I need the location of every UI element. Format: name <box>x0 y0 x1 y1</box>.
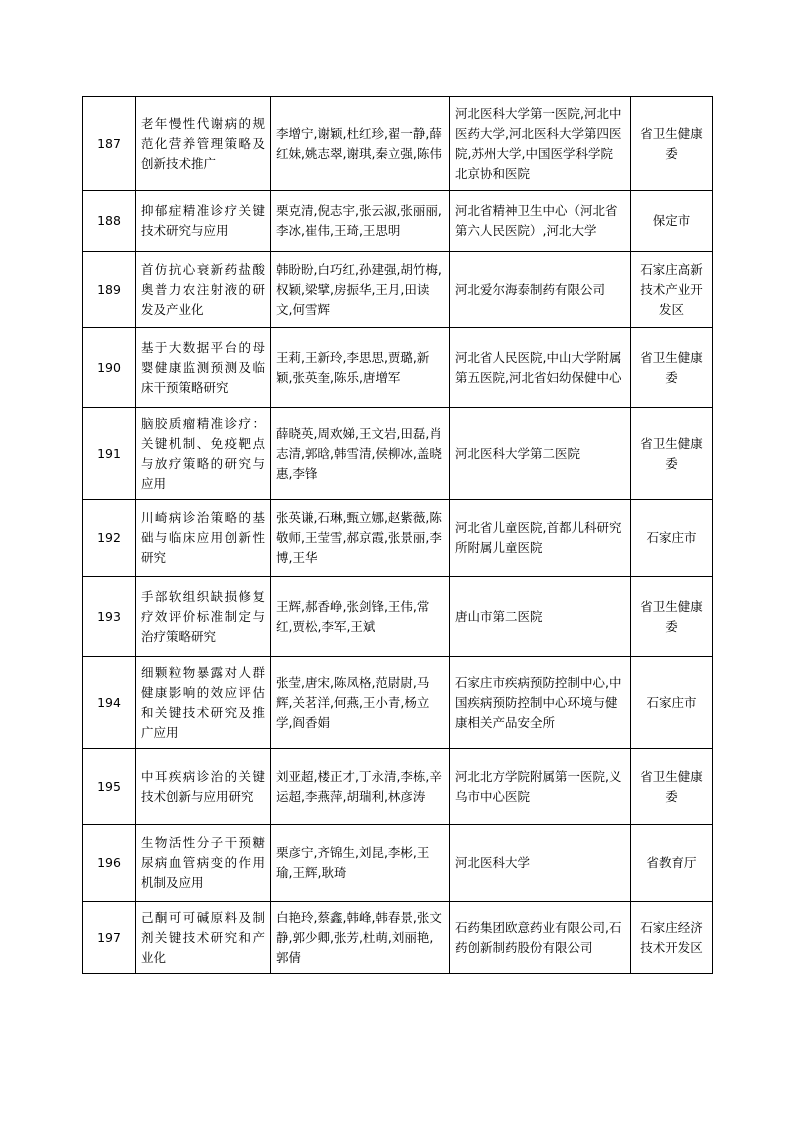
project-number: 194 <box>83 657 136 749</box>
award-table <box>82 96 713 974</box>
project-title: 川崎病诊治策略的基础与临床应用创新性研究 <box>136 500 271 577</box>
project-members: 王辉,郝香峥,张剑锋,王伟,常红,贾松,李军,王斌 <box>271 577 450 657</box>
recommending-unit: 省卫生健康委 <box>631 577 713 657</box>
project-number: 195 <box>83 749 136 825</box>
project-title: 细颗粒物暴露对人群健康影响的效应评估和关键技术研究及推广应用 <box>136 657 271 749</box>
table-row <box>83 408 713 500</box>
project-units: 河北医科大学 <box>450 825 631 902</box>
table-row <box>83 328 713 408</box>
recommending-unit: 省卫生健康委 <box>631 408 713 500</box>
project-units: 河北北方学院附属第一医院,义乌市中心医院 <box>450 749 631 825</box>
project-number: 193 <box>83 577 136 657</box>
table-row <box>83 749 713 825</box>
project-units: 河北省精神卫生中心（河北省第六人民医院）,河北大学 <box>450 191 631 252</box>
project-units: 河北省人民医院,中山大学附属第五医院,河北省妇幼保健中心 <box>450 328 631 408</box>
project-members: 李增宁,谢颖,杜红珍,翟一静,薛红妹,姚志翠,谢琪,秦立强,陈伟 <box>271 97 450 191</box>
project-title: 生物活性分子干预糖尿病血管病变的作用机制及应用 <box>136 825 271 902</box>
project-title: 中耳疾病诊治的关键技术创新与应用研究 <box>136 749 271 825</box>
table-row <box>83 902 713 974</box>
recommending-unit: 省卫生健康委 <box>631 328 713 408</box>
recommending-unit: 石家庄经济技术开发区 <box>631 902 713 974</box>
project-members: 韩盼盼,白巧红,孙建强,胡竹梅,权颖,梁擘,房振华,王月,田读文,何雪辉 <box>271 252 450 328</box>
table-row <box>83 500 713 577</box>
recommending-unit: 石家庄市 <box>631 500 713 577</box>
project-number: 196 <box>83 825 136 902</box>
recommending-unit: 保定市 <box>631 191 713 252</box>
project-members: 薛晓英,周欢娣,王文岩,田磊,肖志清,郭晗,韩雪清,侯柳冰,盖晓惠,李锋 <box>271 408 450 500</box>
table-row <box>83 252 713 328</box>
project-units: 石药集团欧意药业有限公司,石药创新制药股份有限公司 <box>450 902 631 974</box>
recommending-unit: 石家庄高新技术产业开发区 <box>631 252 713 328</box>
project-title: 首仿抗心衰新药盐酸奥普力农注射液的研发及产业化 <box>136 252 271 328</box>
project-members: 白艳玲,蔡鑫,韩峰,韩春景,张文静,郭少卿,张芳,杜萌,刘丽艳,郭倩 <box>271 902 450 974</box>
project-members: 张英谦,石琳,甄立娜,赵紫薇,陈敬师,王莹雪,郝京霞,张景丽,李博,王华 <box>271 500 450 577</box>
project-title: 己酮可可碱原料及制剂关键技术研究和产业化 <box>136 902 271 974</box>
project-number: 192 <box>83 500 136 577</box>
table-row <box>83 577 713 657</box>
table-row <box>83 825 713 902</box>
project-members: 栗彦宁,齐锦生,刘昆,李彬,王瑜,王辉,耿琦 <box>271 825 450 902</box>
award-table-body <box>83 97 713 974</box>
project-number: 197 <box>83 902 136 974</box>
project-number: 190 <box>83 328 136 408</box>
table-row <box>83 191 713 252</box>
project-units: 河北爱尔海泰制药有限公司 <box>450 252 631 328</box>
table-row <box>83 97 713 191</box>
project-units: 唐山市第二医院 <box>450 577 631 657</box>
project-units: 河北医科大学第一医院,河北中医药大学,河北医科大学第四医院,苏州大学,中国医学科学院北京协和医院 <box>450 97 631 191</box>
recommending-unit: 省卫生健康委 <box>631 749 713 825</box>
project-number: 191 <box>83 408 136 500</box>
project-members: 张莹,唐宋,陈凤格,范尉尉,马辉,关茗洋,何燕,王小青,杨立学,阎香娟 <box>271 657 450 749</box>
recommending-unit: 石家庄市 <box>631 657 713 749</box>
project-units: 河北省儿童医院,首都儿科研究所附属儿童医院 <box>450 500 631 577</box>
project-units: 石家庄市疾病预防控制中心,中国疾病预防控制中心环境与健康相关产品安全所 <box>450 657 631 749</box>
project-title: 抑郁症精准诊疗关键技术研究与应用 <box>136 191 271 252</box>
project-title: 脑胶质瘤精准诊疗：关键机制、免疫靶点与放疗策略的研究与应用 <box>136 408 271 500</box>
project-number: 188 <box>83 191 136 252</box>
recommending-unit: 省卫生健康委 <box>631 97 713 191</box>
project-members: 栗克清,倪志宇,张云淑,张丽丽,李冰,崔伟,王琦,王思明 <box>271 191 450 252</box>
project-number: 189 <box>83 252 136 328</box>
project-units: 河北医科大学第二医院 <box>450 408 631 500</box>
project-number: 187 <box>83 97 136 191</box>
project-members: 王莉,王新玲,李思思,贾璐,新颖,张英奎,陈乐,唐增军 <box>271 328 450 408</box>
project-title: 老年慢性代谢病的规范化营养管理策略及创新技术推广 <box>136 97 271 191</box>
project-members: 刘亚超,楼正才,丁永清,李栋,辛运超,李燕萍,胡瑞利,林彦涛 <box>271 749 450 825</box>
recommending-unit: 省教育厅 <box>631 825 713 902</box>
project-title: 基于大数据平台的母婴健康监测预测及临床干预策略研究 <box>136 328 271 408</box>
table-row <box>83 657 713 749</box>
project-title: 手部软组织缺损修复疗效评价标准制定与治疗策略研究 <box>136 577 271 657</box>
